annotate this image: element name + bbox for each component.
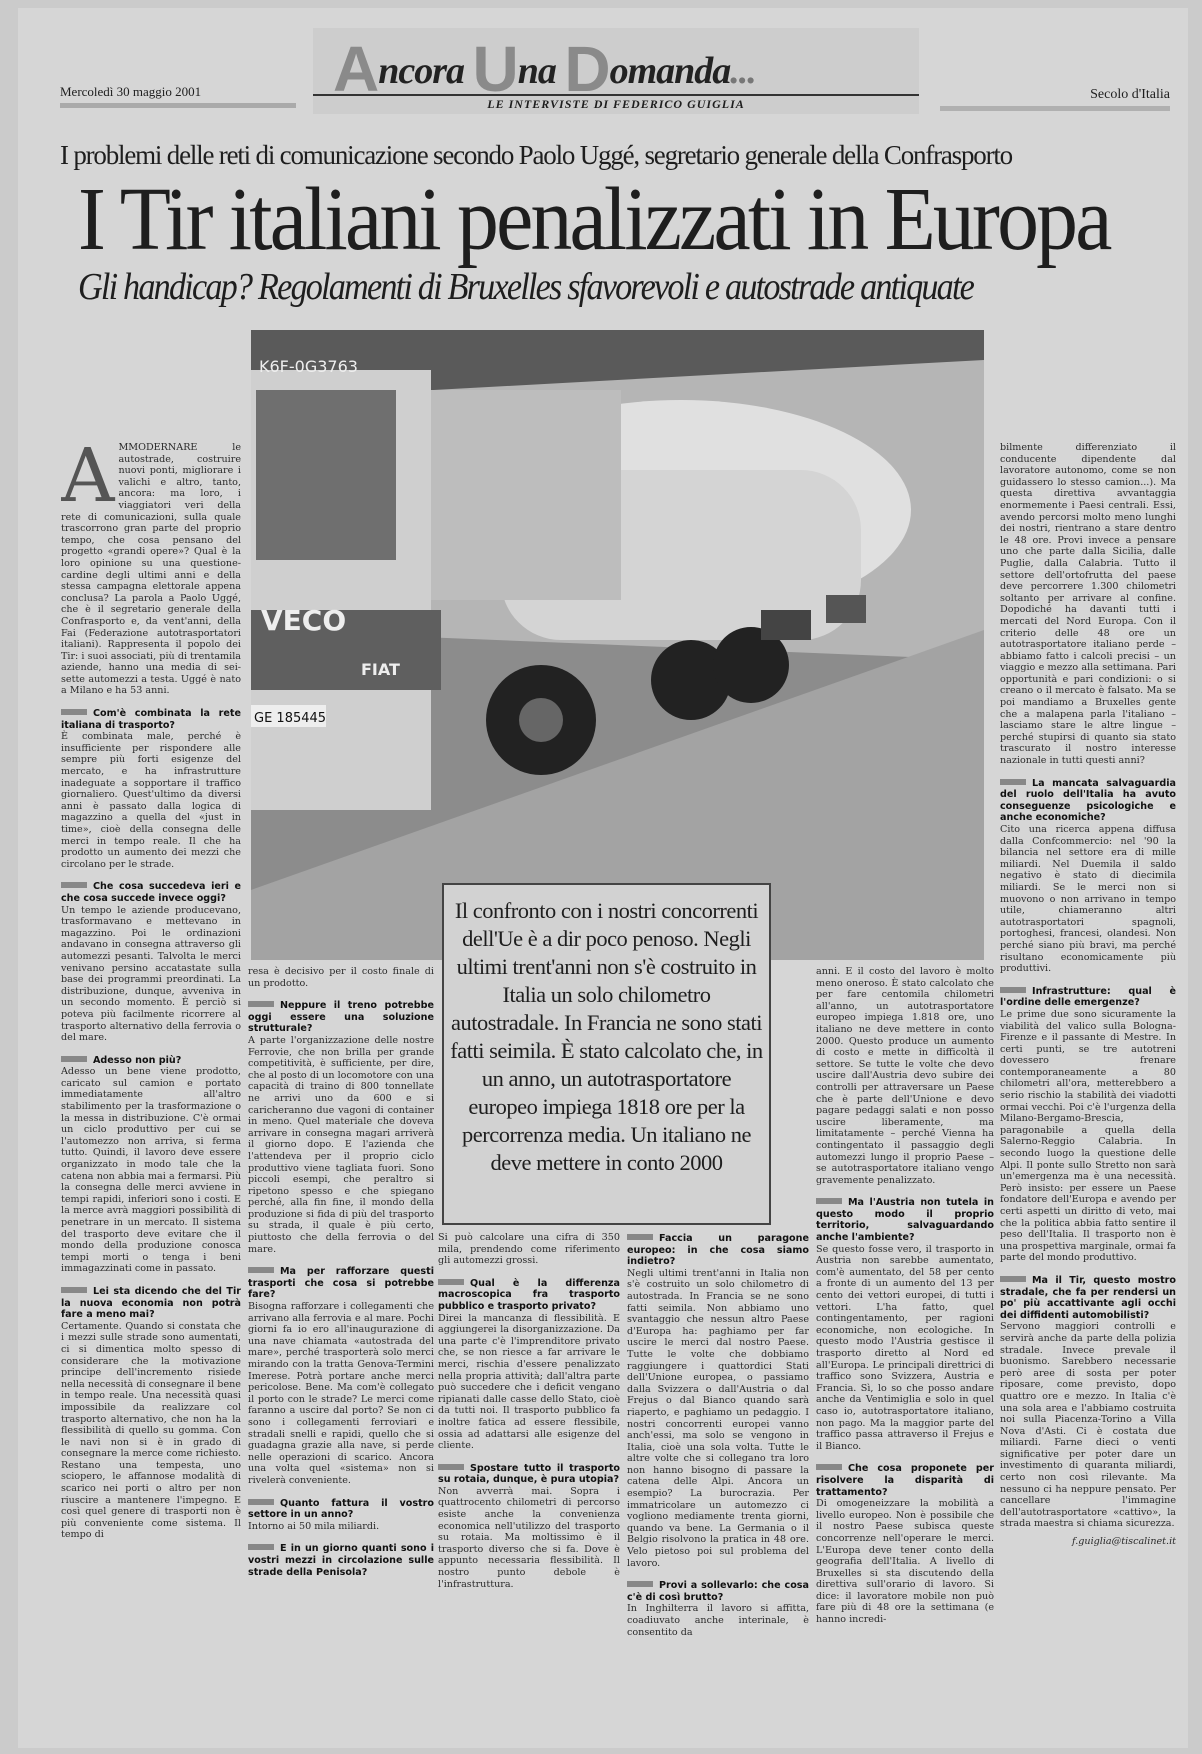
column-2 [248,966,434,1742]
interview-question: Che cosa proponete per risolvere la disparità di trattamento? [816,1463,994,1498]
author-email: f.guiglia@tiscalinet.it [1072,1536,1176,1548]
interview-answer: Cito una ricerca appena diffusa dalla Confcommercio: nel '90 la bilancia nel settore era di mille miliardi. Nel Duemila il saldo negativo è stato di diecimila miliardi. Se le merci non si muovono o non arrivano in tempo utile, chiameranno altri autotrasportatori spagnoli, portoghesi, francesi, olandesi. Non perché siano più bravi, ma perché risultano economicamente più produttivi. [1000,824,1176,975]
interview-question: Infrastrutture: qual è l'ordine delle emergenze? [1000,985,1176,1009]
lead-paragraph: bilmente differenziato il conducente dipendente dal lavoratore autonomo, come se non guidassero lo stesso camion...). Ma questa direttiva avvantaggia enormemente i Paesi centrali. Essi, avendo percorsi molto meno lunghi dei nostri, rientrano a stare dentro le 48 ore. Provi invece a pensare uno che parte dalla Sicilia, dalle Puglie, dalla Calabria. Tutto il settore dell'ortofrutta del paese deve percorrere 1.300 chilometri soltanto per arrivare al confine. Dopodiché ha davanti tutti i mercati del Nord Europa. Con il criterio delle 48 ore un autotrasportatore italiano perde – abbiamo fatto i calcoli precisi – un viaggio e mezzo alla settimana. Pari opportunità e pari condizioni: o si creano o il mercato è falsato. Ma se poi mandiamo a Bruxelles gente che a malapena parla l'italiano – lasciamo stare le altre lingue – perché stupirsi di quanto sia stato trascurato il nostro interesse nazionale in tutti questi anni? [1000,442,1176,767]
dropcap: A [61,442,115,519]
interview-question: Spostare tutto il trasporto su rotaia, dunque, è pura utopia? [438,1462,620,1486]
intro-paragraph [61,442,241,697]
interview-question: La mancata salvaguardia del ruolo dell'Italia ha avuto conseguenze psicologiche e anche economiche? [1000,777,1176,824]
interview-answer: Se questo fosse vero, il trasporto in Austria non sarebbe aumentato, com'è aumentato, del 58 per cento a fronte di un aumento del 13 per cento dei vettori europei, di tutti i vettori. L'ha fatto, quel contingentamento, per ragioni economiche, non ecologiche. In questo modo l'Austria gestisce il trasporto diretto al Nord ed all'Europa. Le principali direttrici di traffico sono Svizzera, Austria e Francia. Sì, lo so che posso andare anche da Ventimiglia e solo in quel caso io, autotrasportatore italiano, non pago. Ma la maggior parte del traffico passa attraverso il Frejus e il Bianco. [816,1243,994,1452]
interview-question: Ma l'Austria non tutela in questo modo il proprio territorio, salvaguardando anche l'ambiente? [816,1197,994,1244]
interview-question: Adesso non più? [61,1055,241,1067]
photo-plate-top: K6F-0G3763 [259,357,358,376]
interview-question: Provi a sollevarlo: che cosa c'è di così brutto? [627,1580,809,1603]
interview-answer: In Inghilterra il lavoro si affitta, coadiuvato anche interinale, è consentito da [627,1603,809,1638]
masthead-rule [313,94,919,96]
photo-maker-text: FIAT [361,660,400,679]
column-4 [627,1222,809,1742]
column-1 [61,442,241,1742]
lead-paragraph: resa è decisivo per il costo finale di un prodotto. [248,966,434,989]
interview-answer: È combinata male, perché è insufficiente per rispondere alle sempre più forti esigenze del mercato, e ha infrastrutture inadeguate a sopportare il traffico giornaliero. Quest'ultimo da diversi anni è passato dalla logica di magazzino a quella del «just in time», cioè della consegna delle merci in tempo reale. Il che ha prodotto un aumento dei mezzi che circolano per le strade. [61,731,241,870]
intro-text: MMODERNARE le autostrade, costruire nuovi ponti, migliorare i valichi e altro, tanto, ancora: ma loro, i viaggiatori veri della rete di comunicazioni, sulla quale trascorrono gran parte del proprio tempo, che cosa pensano del progetto «grandi opere»? Qual è la loro opinione su una questione-cardine degli ultimi anni e della stessa campagna elettorale appena conclusa? La parola a Paolo Uggé, che è il segretario generale della Confrasporto e, da vent'anni, della Fai (Federazione autotrasportatori italiani). Rappresenta il popolo dei Tir: i suoi associati, più di trentamila aziende, hanno una media di sei-sette automezzi a testa. Uggé è nato a Milano e ha 53 anni. [61,442,241,697]
word-domanda: omanda [609,50,731,92]
photo-plate: GE 185445 [254,711,327,726]
initial-d: D [564,33,610,105]
interview-answer: Le prime due sono sicuramente la viabilità del valico sulla Bologna-Firenze e il passante di Mestre. In certi punti, se tre autotreni dovessero frenare contemporaneamente a 80 chilometri all'ora, metterebbero a serio rischio la stabilità dei viadotti ormai vecchi. Poi c'è l'urgenza della Milano-Bergamo-Brescia, paragonabile a quella della Salerno-Reggio Calabria. In secondo luogo la questione delle Alpi. Il ponte sullo Stretto non sarà un'emergenza ma è una necessità. Però insisto: per essere un Paese fondatore dell'Europa e avendo per certi aspetti un diritto di veto, mai che la politica abbia fatto sentire il peso dell'Italia. Il trasporto non è una prospettiva marginale, ormai fa parte del mondo produttivo. [1000,1008,1176,1264]
column-3 [438,1232,620,1742]
interview-answer: Un tempo le aziende producevano, trasformavano e mettevano in magazzino. Poi le ordinazioni andavano in consegna attraverso gli automezzi pesanti. Talvolta le merci venivano persino accatastate sulla base dei programmi preordinati. La distribuzione, dunque, avveniva in un secondo momento. È perciò si poteva più facilmente ricorrere al trasporto alternativo della ferrovia o del mare. [61,904,241,1044]
interview-answer: A parte l'organizzazione delle nostre Ferrovie, che non brilla per grande competitività, è sufficiente, per dire, che al posto di un locomotore con una capacità di traino di 800 tonnellate ne arrivi uno da 600 e si caricheranno due vagoni di container in meno. Quel materiale che doveva arrivare in consegna magari arriverà il giorno dopo. E l'azienda che l'attendeva per il proprio ciclo produttivo viene tagliata fuori. Sono piccoli esempi, che peraltro si ripetono spesso e che spiegano perché, alla fin fine, il mondo della produzione si fida di più del trasporto su strada, il quale è più certo, piuttosto che della ferrovia o del mare. [248,1034,434,1255]
interview-answer: Intorno ai 50 mila miliardi. [248,1520,380,1532]
interview-answer: Bisogna rafforzare i collegamenti che arrivano alla ferrovia e al mare. Pochi giorni fa io ero all'inaugurazione di una nave chiamata «autostrada del mare», perché trasporterà solo merci mirando con la tratta Genova-Termini Imerese. Potrà portare anche merci pericolose. Bene. Ma com'è collegato il porto con le strade? Le merci come faranno a uscire dal porto? Se non ci sono i collegamenti ferroviari e stradali snelli e rapidi, quello che si guadagna grazie alla nave, si perde nelle operazioni di scarico. Ancora una volta quel «sistema» non si rivelerà conveniente. [248,1301,434,1486]
interview-question: Com'è combinata la rete italiana di trasporto? [61,708,241,731]
truck-photo [251,330,984,960]
interview-answer: Non avverrà mai. Sopra i quattrocento chilometri di percorso esiste anche la convenienza economica nell'utilizzo del trasporto su rotaia. Ma moltissimo è il trasporto diverso che si fa. Dove è appunto necessaria flessibilità. Il nostro punto debole è l'infrastruttura. [438,1485,620,1590]
interview-question: Lei sta dicendo che del Tir la nuova economia non potrà fare a meno mai? [61,1285,241,1321]
interview-answer: Servono maggiori controlli e servirà anche da parte della polizia stradale. Invece prevale il buonismo. Sarebbero necessarie però aree di sosta per poter riposare, come previsto, dopo quattro ore e mezzo. In Italia c'è una sola area e l'abbiamo costruita noi sulla Piacenza-Torino a Villa Nova d'Asti. Ci è costata due miliardi. Farne dieci o venti significative per poter dare un investimento di quaranta miliardi, certo non così rilevante. Ma nessuno ci ha neppure pensato. Per cancellare l'immagine dell'autotrasportatore «cattivo», la strada maestra si chiama sicurezza. [1000,1321,1176,1530]
headline: I Tir italiani penalizzati in Europa [78,170,1110,269]
section-masthead [313,28,919,114]
interview-question: Neppure il treno potrebbe oggi essere una soluzione strutturale? [248,1000,434,1035]
interview-question: Faccia un paragone europeo: in che cosa siamo indietro? [627,1233,809,1268]
lead-paragraph: anni. E il costo del lavoro è molto meno oneroso. È stato calcolato che per fare centomila chilometri all'anno, un autotrasportatore europeo impiega 1.818 ore, uno italiano ne deve mettere in conto 2000. Questo produce un aumento di costo e mette in difficoltà il settore. Se tutte le volte che devo uscire dall'Austria devo subire dei controlli per attraversare un Paese che è parte dell'Unione e devo pagare pedaggi salati e non posso uscire liberamente, ma limitatamente – perché Vienna ha contingentato il passaggio degli automezzi lungo il proprio Paese – se autotrasportatore italiano vengo gravemente penalizzato. [816,966,994,1186]
column-6 [1000,442,1176,1742]
kicker: I problemi delle reti di comunicazione secondo Paolo Uggé, segretario generale della Confrasporto [60,140,1012,170]
interview-question: Ma il Tir, questo mostro stradale, che fa per rendersi un po' più accattivante agli occhi dei diffidenti automobilisti? [1000,1274,1176,1321]
interview-answer: Di omogeneizzare la mobilità a livello europeo. Non è possibile che il nostro Paese subisca queste concorrenze nell'operare le merci. L'Europa deve tener conto della geografia dell'Italia. A livello di Bruxelles si sta discutendo della direttiva sull'orario di lavoro. Si dice: il lavoratore mobile non può fare più di 48 ore la settimana (e hanno incredi- [816,1498,994,1626]
section-subtitle: LE INTERVISTE DI FEDERICO GUIGLIA [487,97,745,111]
newspaper-name: Secolo d'Italia [940,87,1170,111]
photo-brand-text: VECO [261,604,347,637]
initial-a: A [333,33,379,105]
word-una: na [517,50,556,92]
interview-answer: Direi la mancanza di flessibilità. E aggiungerei la disorganizzazione. Da una parte c'è l'imprenditore privato che, se non riesce a far arrivare le merci, rischia d'essere penalizzato nella propria attività; dall'altra parte può succedere che i deficit vengano ripianati dalle casse dello Stato, cioè da tutti noi. Il trasporto pubblico fa inoltre fatica ad essere flessibile, ossia ad adattarsi alle esigenze del cliente. [438,1312,620,1452]
interview-question: Che cosa succedeva ieri e che cosa succede invece oggi? [61,881,241,904]
dateline: Mercoledì 30 maggio 2001 [60,84,296,108]
column-5 [816,966,994,1742]
word-ancora: ncora [378,50,465,92]
interview-answer: Certamente. Quando si constata che i mezzi sulle strade sono aumentati, ci si dimentica molto spesso di considerare che la motivazione principe dell'incremento risiede nella necessità di consegnare il bene in tempo reale. Una necessità quasi impossibile da realizzare col trasporto alternativo, che non ha la flessibilità di quello su gomma. Con le navi non si è in grado di consegnare la merce come richiesto. Restano una tempesta, uno sciopero, le affannose modalità di scarico nei porti o altro per non riuscire a mantenere l'impegno. E così quel genere di trasporti non è più conveniente come sistema. Il tempo di [61,1320,241,1541]
interview-answer: Adesso un bene viene prodotto, caricato sul camion e portato immediatamente all'altro stabilimento per la trasformazione o la messa in distribuzione. C'è ormai un ciclo produttivo per cui se l'automezzo non arriva, si ferma tutto. Quindi, il lavoro deve essere organizzato in modo tale che la catena non abbia mai a fermarsi. Più la consegna delle merci avviene in tempi rapidi, inferiori sono i costi. E la merce avrà maggiori possibilità di penetrare in un mercato. Il sistema del trasporto deve evitare che il mondo della produzione conosca tempi morti o tenga i beni immagazzinati come in passato. [61,1066,241,1275]
interview-question: Quanto fattura il vostro settore in un anno? [248,1497,434,1521]
interview-question: E in un giorno quanti sono i vostri mezzi in circolazione sulle strade della Penisola? [248,1543,434,1578]
interview-answer: Negli ultimi trent'anni in Italia non s'è costruito un solo chilometro di autostrada. In Francia se ne sono fatti seimila. Non abbiamo uno svantaggio che nessun altro Paese d'Europa ha: paghiamo per far uscire le merci dal nostro Paese. Tutte le volte che dobbiamo raggiungere i quattordici Stati dell'Unione europea, o passiamo dalla Svizzera o dall'Austria o dal Frejus o dal Bianco quando sarà riaperto, e paghiamo un pedaggio. I nostri concorrenti europei vanno anch'essi, ma solo se vengono in Italia, cioè una sola volta. Tutte le altre volte che si collegano tra loro non hanno bisogno di passare la catena delle Alpi. Ancora un esempio? La burocrazia. Per immatricolare un automezzo ci vogliono mediamente trenta giorni, quando va bene. La Germania o il Belgio risolvono la pratica in 48 ore. Velo pietoso poi sul problema del lavoro. [627,1267,809,1569]
interview-question: Ma per rafforzare questi trasporti che cosa si potrebbe fare? [248,1266,434,1301]
interview-question: Qual è la differenza macroscopica fra trasporto pubblico e trasporto privato? [438,1277,620,1312]
pull-quote: Il confronto con i nostri concorrenti dell'Ue è a dir poco penoso. Negli ultimi trent'anni non s'è costruito in Italia un solo chilometro autostradale. In Francia ne sono stati fatti seimila. È stato calcolato che, in un anno, un autotrasportatore europeo impiega 1818 ore per la percorrenza media. Un italiano ne deve mettere in conto 2000 [442,883,771,1225]
lead-paragraph: Si può calcolare una cifra di 350 mila, prendendo come riferimento gli automezzi grossi. [438,1232,620,1267]
title-dots: ... [730,50,756,92]
initial-u: U [472,33,518,105]
deck: Gli handicap? Regolamenti di Bruxelles sfavorevoli e autostrade antiquate [78,266,974,308]
